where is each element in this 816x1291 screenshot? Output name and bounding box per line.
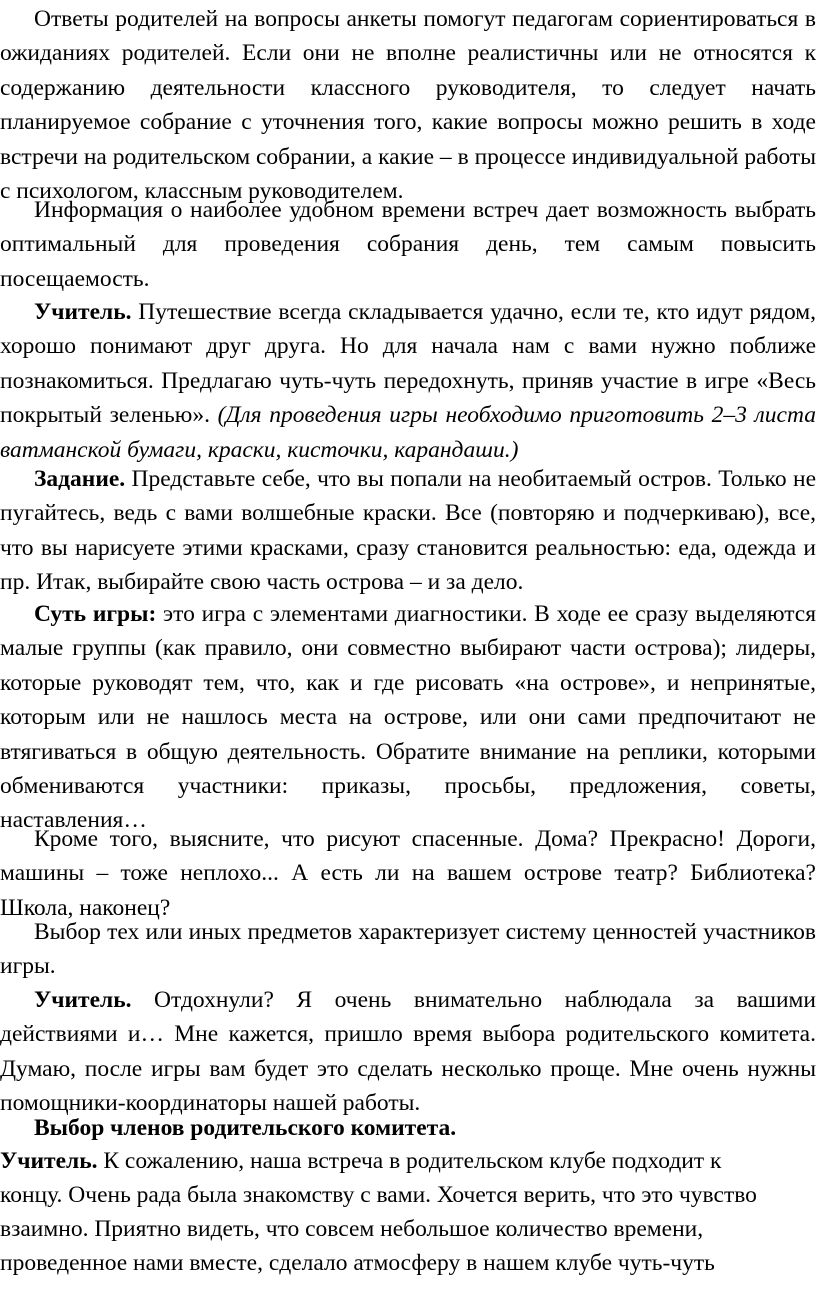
paragraph-task — [0, 462, 816, 600]
paragraph-line — [0, 1144, 816, 1178]
section-heading-committee: Выбор членов родительского комитета. — [34, 1115, 457, 1141]
paragraph-meeting-time — [0, 193, 816, 296]
paragraph-line — [0, 1246, 816, 1280]
paragraph-text: Информация о наиболее удобном времени встреч дает возможность выбрать оптимальный для проведения собрания день, тем самым повысить посещаемость. — [0, 197, 816, 292]
paragraph-text: Отдохнули? Я очень внимательно наблюдала за вашими действиями и… Мне кажется, пришло время выбора родительского комитета. Думаю, после игры вам будет это сделать несколько проще. Мне очень нужны помощники-координаторы нашей работы. — [0, 987, 816, 1117]
paragraph-text: взаимно. Приятно видеть, что совсем небольшое количество времени, — [0, 1216, 704, 1242]
paragraph-text: Ответы родителей на вопросы анкеты помогут педагогам сориентироваться в ожиданиях родителей. Если они не вполне реалистичны или не относятся к содержанию деятельности классного руководителя, то следует начать планируемое собрание с уточнения того, какие вопросы можно решить в ходе встречи на родительском собрании, а какие – в процессе индивидуальной работы с психологом, классным руководителем. — [0, 6, 816, 205]
paragraph-teacher-rested — [0, 983, 816, 1121]
paragraph-text: это игра с элементами диагностики. В ходе ее сразу выделяются малые группы (как правило, они совместно выбирают части острова); лидеры, которые руководят тем, что, как и где рисовать «на острове», и непринятые, которым или не нашлось места на острове, или они сами предпочитают не втягиваться в общую деятельность. Обратите внимание на реплики, которыми обмениваются участники: приказы, просьбы, предложения, советы, наставления… — [0, 601, 816, 834]
speaker-label: Учитель. — [34, 987, 132, 1013]
paragraph-line — [0, 1178, 816, 1212]
paragraph-text: Выбор тех или иных предметов характеризует систему ценностей участников игры. — [0, 919, 816, 980]
paragraph-parent-answers — [0, 2, 816, 208]
game-essence-label: Суть игры: — [34, 601, 157, 627]
paragraph-text: Кроме того, выясните, что рисуют спасенные. Дома? Прекрасно! Дороги, машины – тоже неплохо... А есть ли на вашем острове театр? Библиотека? Школа, наконец? — [0, 826, 816, 921]
task-label: Задание. — [34, 466, 126, 492]
paragraph-text: концу. Очень рада была знакомству с вами. Хочется верить, что это чувство — [0, 1182, 757, 1208]
paragraph-text: проведенное нами вместе, сделало атмосферу в нашем клубе чуть-чуть — [0, 1250, 715, 1276]
paragraph-text: Путешествие всегда складывается удачно, если те, кто идут рядом, хорошо понимают друг друга. Но для начала нам с вами нужно поближе познакомиться. Предлагаю чуть-чуть передохнуть, приняв участие в игре «Весь покрытый зеленью». — [0, 299, 816, 429]
paragraph-text: Представьте себе, что вы попали на необитаемый остров. Только не пугайтесь, ведь с вами волшебные краски. Все (повторяю и подчеркиваю), все, что вы нарисуете этими красками, сразу становится реальностью: еда, одежда и пр. Итак, выбирайте свою часть острова – и за дело. — [0, 466, 816, 596]
paragraph-teacher-travel — [0, 295, 816, 467]
paragraph-italic-note: (Для проведения игры необходимо приготовить 2–3 листа ватманской бумаги, краски, кисточки, карандаши.) — [0, 402, 816, 463]
paragraph-game-essence — [0, 597, 816, 838]
paragraph-line — [0, 1212, 816, 1246]
speaker-label: Учитель. — [0, 1148, 98, 1174]
speaker-label: Учитель. — [34, 299, 132, 325]
paragraph-value-system — [0, 915, 816, 984]
paragraph-text: К сожалению, наша встреча в родительском клубе подходит к — [97, 1148, 722, 1174]
paragraph-what-they-draw — [0, 822, 816, 925]
